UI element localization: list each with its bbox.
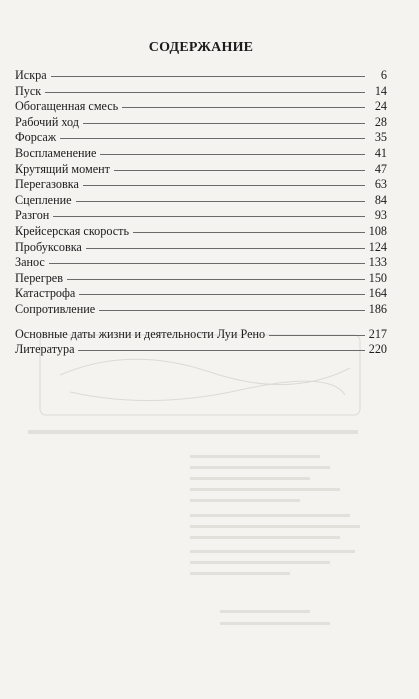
appendix-list (15, 327, 387, 358)
toc-entry-page-number: 24 (374, 99, 387, 114)
toc-entry-title: Пробуксовка (15, 239, 82, 254)
toc-entry-page-number: 63 (374, 177, 387, 192)
toc-entry[interactable] (15, 99, 387, 115)
toc-entry[interactable] (15, 271, 387, 287)
leader-line (269, 335, 365, 336)
toc-entry-page-number: 6 (380, 68, 387, 82)
toc-entry[interactable] (15, 342, 387, 358)
toc-entry[interactable] (15, 255, 387, 271)
leader-line (60, 138, 365, 139)
page-title: СОДЕРЖАНИЕ (148, 40, 254, 55)
toc-entry-page-number: 108 (368, 223, 387, 238)
leader-line (83, 185, 365, 186)
toc-entry[interactable] (15, 130, 387, 146)
leader-line (122, 107, 365, 108)
leader-line (86, 248, 365, 249)
toc-entry[interactable] (15, 208, 387, 224)
toc-entry-page-number: 35 (374, 130, 387, 145)
leader-line (83, 123, 365, 124)
toc-entry-title: Разгон (15, 208, 50, 223)
leader-line (49, 263, 365, 264)
toc-entry-title: Воспламенение (15, 145, 97, 160)
toc-entry-page-number: 164 (368, 286, 387, 301)
toc-entry-title: Перегрев (15, 270, 63, 285)
table-of-contents-page (15, 40, 387, 358)
toc-entry-title: Занос (15, 255, 45, 270)
toc-entry-title: Крейсерская скорость (15, 223, 130, 238)
toc-entry-page-number: 220 (368, 342, 387, 357)
leader-line (133, 232, 365, 233)
toc-entry[interactable] (15, 240, 387, 256)
toc-entry-page-number: 41 (374, 145, 387, 160)
toc-entry-page-number: 47 (374, 161, 387, 176)
toc-entry-page-number: 84 (374, 192, 387, 207)
toc-entry-page-number: 217 (368, 326, 387, 341)
toc-entry-page-number: 133 (368, 255, 387, 270)
toc-entry[interactable] (15, 177, 387, 193)
toc-entry[interactable] (15, 84, 387, 100)
leader-line (76, 201, 365, 202)
toc-entry-title: Сопротивление (15, 301, 96, 316)
leader-line (99, 310, 365, 311)
toc-entry-title: Пуск (15, 83, 42, 98)
toc-entry[interactable] (15, 286, 387, 302)
toc-entry-title: Обогащенная смесь (15, 99, 119, 114)
leader-line (45, 92, 365, 93)
leader-line (51, 76, 365, 77)
toc-entry-title: Сцепление (15, 192, 72, 207)
toc-entry-title: Крутящий момент (15, 161, 110, 176)
toc-entry-title: Катастрофа (15, 286, 76, 301)
section-gap (15, 318, 387, 327)
toc-entry-title: Перегазовка (15, 177, 79, 192)
toc-entry-page-number: 186 (368, 301, 387, 316)
toc-entry[interactable] (15, 146, 387, 162)
leader-line (78, 350, 365, 351)
toc-entry-title: Искра (15, 68, 47, 82)
toc-entry-title: Литература (15, 342, 75, 357)
toc-entry-title: Основные даты жизни и деятельности Луи Рено (15, 326, 266, 341)
toc-entry-page-number: 150 (368, 270, 387, 285)
toc-entry-page-number: 14 (374, 83, 387, 98)
leader-line (53, 216, 365, 217)
toc-entry-page-number: 124 (368, 239, 387, 254)
toc-entry[interactable] (15, 224, 387, 240)
leader-line (79, 294, 365, 295)
toc-entry[interactable] (15, 68, 387, 84)
toc-entry[interactable] (15, 193, 387, 209)
chapter-list (15, 68, 387, 318)
toc-entry-title: Рабочий ход (15, 114, 79, 129)
toc-entry[interactable] (15, 302, 387, 318)
toc-entry-title: Форсаж (15, 130, 57, 145)
toc-entry[interactable] (15, 115, 387, 131)
toc-entry[interactable] (15, 327, 387, 343)
toc-entry-page-number: 28 (374, 114, 387, 129)
leader-line (100, 154, 365, 155)
toc-entry[interactable] (15, 162, 387, 178)
leader-line (67, 279, 365, 280)
toc-entry-page-number: 93 (374, 208, 387, 223)
leader-line (114, 170, 365, 171)
